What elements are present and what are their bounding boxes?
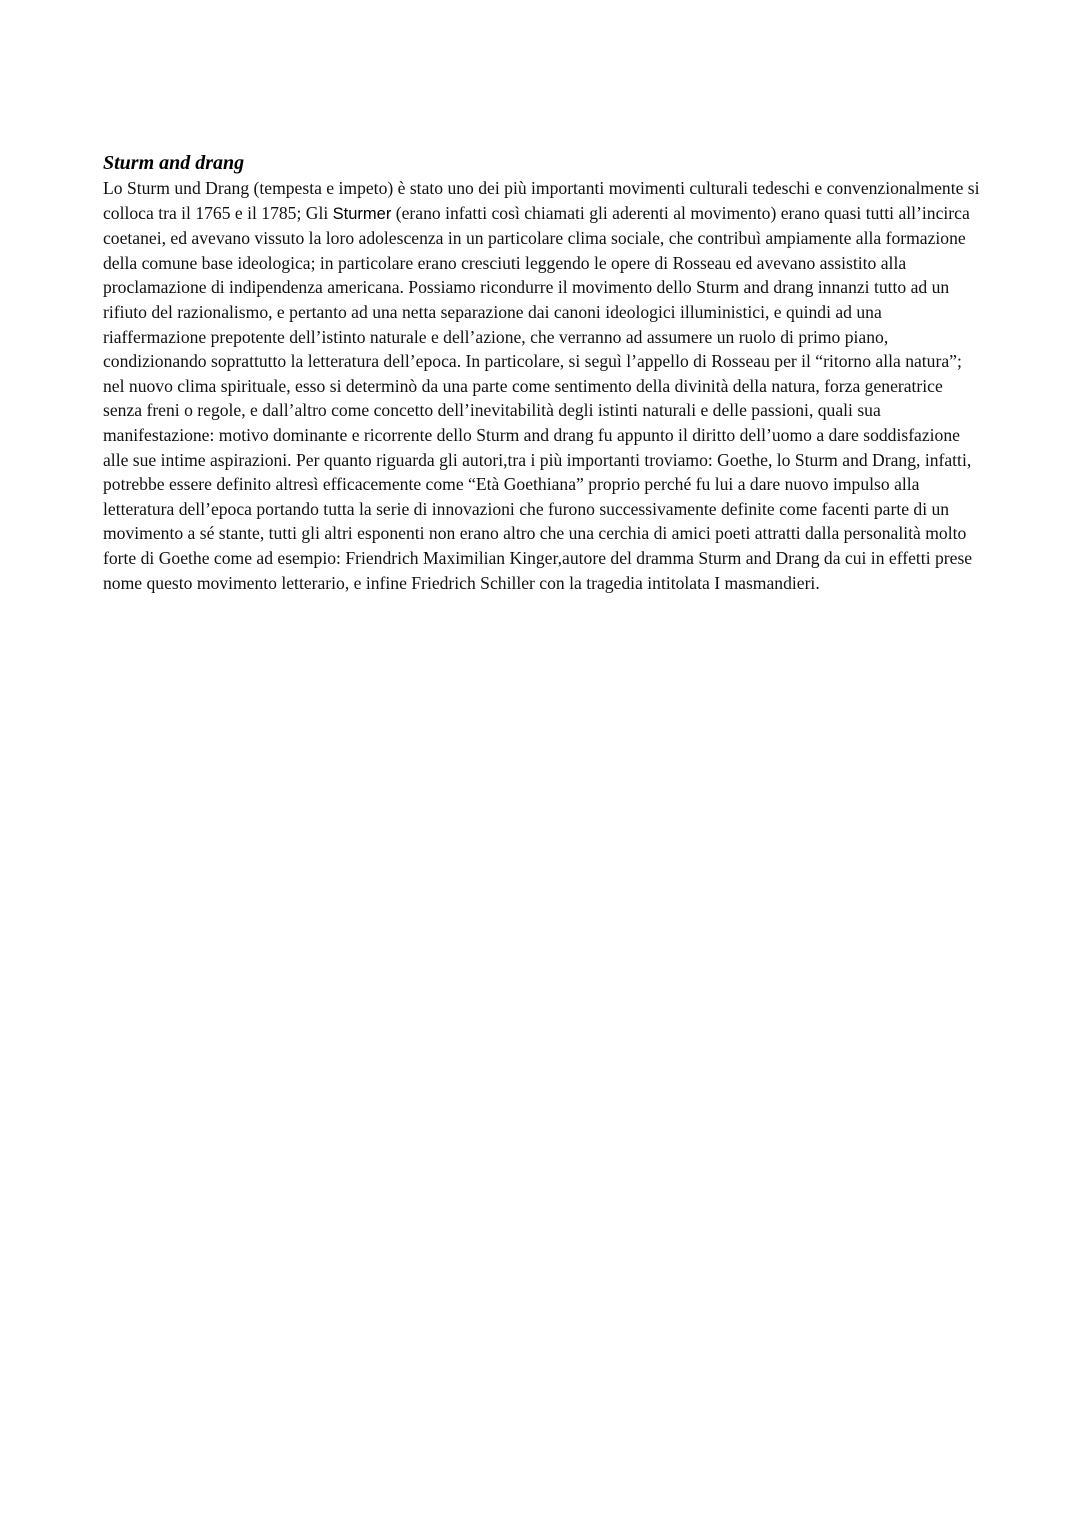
document-title: Sturm and drang xyxy=(103,152,245,174)
paragraph-term-sturmer: Sturmer xyxy=(332,204,392,223)
document-paragraph xyxy=(103,176,983,595)
document-content xyxy=(103,150,983,595)
paragraph-text-part-2: (erano infatti così chiamati gli aderenti al movimento) erano quasi tutti all’incirca coetanei, ed avevano vissuto la loro adolescenza in un particolare clima sociale, che contribuì ampiamente alla formazione della comune base ideologica; in particolare erano cresciuti leggendo le opere di Rosseau ed avevano assistito alla proclamazione di indipendenza americana. Possiamo ricondurre il movimento dello Sturm and drang innanzi tutto ad un rifiuto del razionalismo, e pertanto ad una netta separazione dai canoni ideologici illuministici, e quindi ad una riaffermazione prepotente dell’istinto naturale e dell’azione, che verranno ad assumere un ruolo di primo piano, condizionando soprattutto la letteratura dell’epoca. In particolare, si seguì l’appello di Rosseau per il “ritorno alla natura”; nel nuovo clima spirituale, esso si determinò da una parte come sentimento della divinità della natura, forza generatrice senza freni o regole, e dall’altro come concetto dell’inevitabilità degli istinti naturali e delle passioni, quali sua manifestazione: motivo dominante e ricorrente dello Sturm and drang fu appunto il diritto dell’uomo a dare soddisfazione alle sue intime aspirazioni. Per quanto riguarda gli autori,tra i più importanti troviamo: Goethe, lo Sturm and Drang, infatti, potrebbe essere definito altresì efficacemente come “Età Goethiana” proprio perché fu lui a dare nuovo impulso alla letteratura dell’epoca portando tutta la serie di innovazioni che furono successivamente definite come facenti parte di un movimento a sé stante, tutti gli altri esponenti non erano altro che una cerchia di amici poeti attratti dalla personalità molto forte di Goethe come ad esempio: Friendrich Maximilian Kinger,autore del dramma Sturm and Drang da cui in effetti prese nome questo movimento letterario, e infine Friedrich Schiller con la tragedia intitolata I masmandieri. xyxy=(103,202,973,593)
paragraph-text-part-1: Lo Sturm und Drang (tempesta e impeto) è stato uno dei più importanti movimenti culturali tedeschi e convenzionalmente si colloca tra il 1765 e il 1785; Gli xyxy=(103,178,980,223)
